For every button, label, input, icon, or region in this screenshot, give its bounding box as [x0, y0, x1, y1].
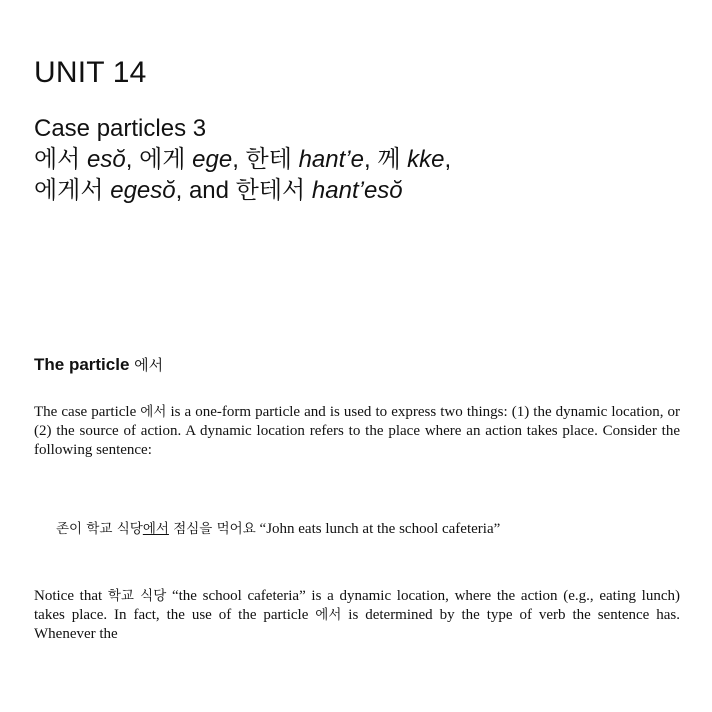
section-heading-particle: 에서: [134, 356, 164, 374]
chapter-title: [34, 114, 694, 206]
particle-hangul: 한테서: [235, 176, 306, 204]
particle-hangul: 에서: [34, 145, 81, 173]
particle-roman: ege: [192, 146, 233, 173]
text-run: “the school cafeteria” is a dynamic location, where the action (e.g., eating lunch) takes place. In fact, the use of the particle: [34, 588, 680, 623]
separator: ,: [444, 146, 452, 173]
particle-hangul: 에게: [139, 145, 186, 173]
separator: ,: [232, 146, 246, 173]
example-particle-underlined: 에서: [142, 521, 169, 537]
example-sentence: [56, 520, 680, 539]
text-run: is a one-form particle and is used to express two things: (1) the dynamic location, or (2) the source of action. A dynamic location refers to the place where an action takes place. Consider the following sentence:: [34, 404, 681, 458]
unit-title: UNIT 14: [34, 56, 147, 89]
separator: , and: [175, 177, 236, 204]
particle-roman: esŏ: [87, 146, 126, 173]
paragraph-intro: [34, 403, 680, 460]
chapter-title-line1: Case particles 3: [34, 115, 207, 142]
example-gloss: “John eats lunch at the school cafeteria”: [255, 521, 501, 537]
text-run: Notice that: [34, 588, 108, 604]
separator: ,: [363, 146, 378, 173]
example-korean: 존이 학교 식당: [56, 521, 143, 537]
particle-roman: hant’esŏ: [311, 177, 403, 204]
korean-term: 학교 식당: [107, 588, 167, 604]
particle-hangul: 께: [377, 145, 401, 173]
particle-roman: kke: [407, 146, 445, 173]
text-run: The case particle: [34, 404, 141, 420]
section-heading-label: The particle: [34, 355, 130, 374]
separator: ,: [125, 146, 140, 173]
text-run: is determined by the type of verb the sentence has. Whenever the: [34, 607, 680, 642]
particle-roman: hant’e: [298, 146, 364, 173]
example-korean: 점심을 먹어요: [168, 521, 256, 537]
particle-hangul: 한테: [245, 145, 292, 173]
section-heading: [34, 354, 163, 375]
korean-term: 에서: [140, 404, 167, 420]
korean-term: 에서: [315, 607, 342, 623]
paragraph-explanation: [34, 587, 680, 644]
particle-hangul: 에게서: [34, 176, 104, 204]
particle-roman: egesŏ: [110, 177, 176, 204]
